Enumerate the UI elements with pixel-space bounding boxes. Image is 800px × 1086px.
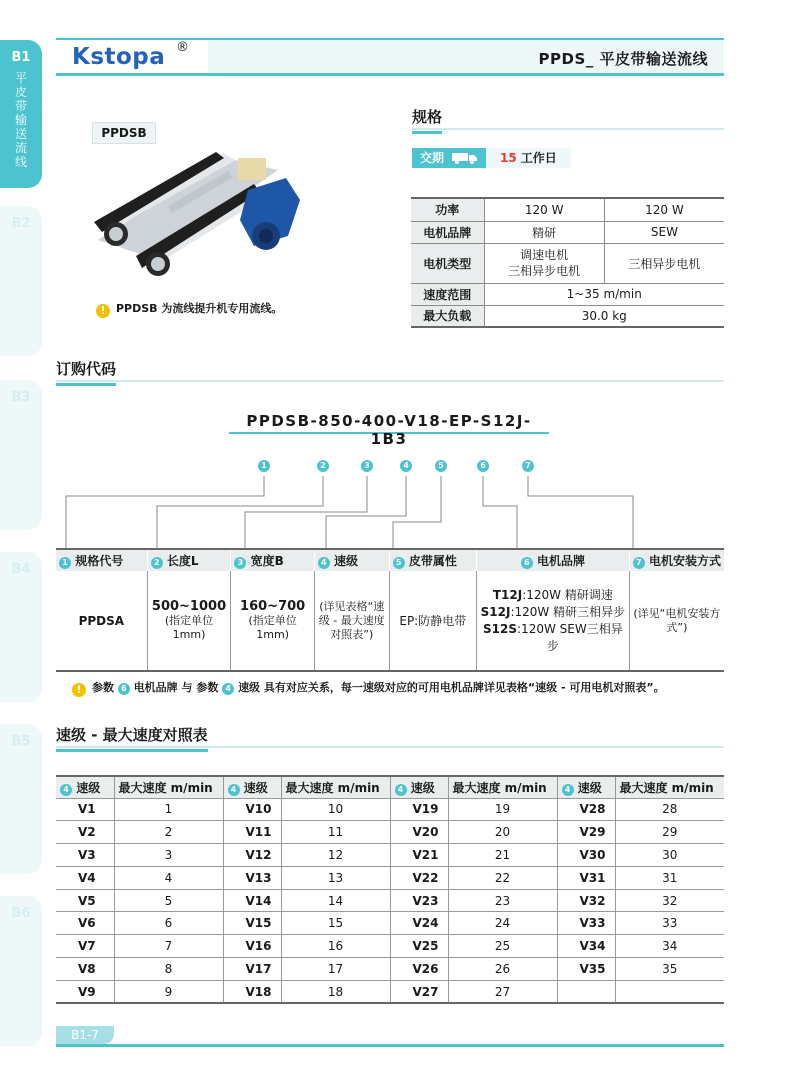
num-badge: 5	[393, 557, 405, 569]
order-col-header	[314, 549, 389, 571]
num-badge: 4	[562, 784, 574, 796]
order-code: PPDSB-850-400-V18-EP-S12J-1B3	[229, 412, 549, 434]
max-speed-cell: 10	[281, 798, 390, 821]
tab-code: B5	[11, 734, 31, 749]
delivery-unit: 工作日	[520, 151, 557, 165]
max-speed-cell: 11	[281, 821, 390, 844]
length-unit: (指定单位1mm)	[164, 614, 214, 641]
spec-label: 电机类型	[411, 243, 484, 283]
delivery-label-box	[412, 148, 486, 168]
order-col-label: 长度L	[166, 554, 199, 568]
logo-text: Kstopa	[72, 44, 166, 70]
speed-level-cell: V29	[557, 821, 615, 844]
note-suffix: 具有对应关系，每一速级对应的可用电机品牌详见表格“速级 - 可用电机对照表”。	[263, 681, 665, 694]
order-col-label: 皮带属性	[408, 554, 457, 568]
speed-level-cell: V1	[56, 798, 114, 821]
num-badge: 4	[318, 557, 330, 569]
spec-value: SEW	[604, 221, 724, 243]
callout-1: 1	[258, 460, 270, 472]
spec-value: 1~35 m/min	[484, 283, 724, 305]
speed-level-cell: V35	[557, 958, 615, 981]
spec-title: 规格	[412, 106, 442, 134]
section-divider	[412, 128, 724, 130]
order-col-header	[56, 549, 147, 571]
spec-label: 最大负载	[411, 305, 484, 327]
delivery-label: 交期	[420, 151, 445, 165]
callout-4: 4	[400, 460, 412, 472]
max-col-header: 最大速度 m/min	[448, 776, 557, 798]
brand-desc: :120W 精研三相异步	[510, 604, 626, 619]
max-speed-cell	[615, 980, 724, 1003]
speed-level-cell: V27	[390, 980, 448, 1003]
speed-row	[56, 798, 724, 821]
tab-label: 平皮带输送流线	[14, 71, 27, 169]
speed-level-cell: V28	[557, 798, 615, 821]
max-speed-cell: 4	[114, 866, 223, 889]
callout-5: 5	[435, 460, 447, 472]
order-col-label: 电机安装方式	[648, 554, 721, 568]
delivery-days: 15	[500, 151, 517, 165]
spec-value: 三相异步电机	[604, 243, 724, 283]
callout-connectors	[0, 470, 800, 550]
truck-icon	[452, 152, 478, 164]
param-note	[72, 679, 665, 697]
speed-level-cell: V33	[557, 912, 615, 935]
order-col-header	[629, 549, 724, 571]
num-badge: 4	[395, 784, 407, 796]
speed-level-cell: V8	[56, 958, 114, 981]
order-col-header	[147, 549, 231, 571]
tab-code: B1	[11, 50, 31, 65]
page-title: PPDS_ 平皮带输送流线	[538, 50, 708, 68]
max-speed-cell: 6	[114, 912, 223, 935]
tab-code: B4	[11, 562, 31, 577]
num-badge: 4	[222, 683, 234, 695]
speed-level-cell: V19	[390, 798, 448, 821]
tab-b1[interactable]	[0, 40, 42, 188]
mount-cell	[629, 571, 724, 671]
order-col-label: 规格代号	[75, 554, 124, 568]
brand-cell	[476, 571, 629, 671]
product-note	[96, 300, 282, 318]
speed-level-cell: V15	[223, 912, 281, 935]
tab-b4[interactable]	[0, 552, 42, 702]
max-speed-cell: 31	[615, 866, 724, 889]
speed-cell	[314, 571, 389, 671]
width-value: 160~700	[240, 599, 306, 614]
callout-3: 3	[361, 460, 373, 472]
spec-row	[411, 243, 724, 283]
order-title: 订购代码	[56, 358, 116, 386]
order-header-row	[56, 549, 724, 571]
product-note-text: PPDSB 为流线提升机专用流线。	[116, 302, 283, 315]
speed-table-body	[56, 798, 724, 1003]
order-table	[56, 548, 724, 672]
page-number: B1-7	[56, 1026, 114, 1044]
max-col-header: 最大速度 m/min	[114, 776, 223, 798]
note-mid: 与 参数	[181, 681, 219, 694]
speed-level-cell: V20	[390, 821, 448, 844]
max-speed-cell: 13	[281, 866, 390, 889]
speed-row	[56, 980, 724, 1003]
width-cell	[231, 571, 314, 671]
max-speed-cell: 23	[448, 889, 557, 912]
order-value-row	[56, 571, 724, 671]
num-badge: 6	[521, 557, 533, 569]
delivery-value	[486, 148, 571, 168]
warning-icon: !	[96, 304, 110, 318]
brand-line	[479, 621, 627, 655]
max-speed-cell: 33	[615, 912, 724, 935]
page-header	[56, 38, 724, 76]
spec-value: 30.0 kg	[484, 305, 724, 327]
speed-table	[56, 775, 724, 1004]
speed-row	[56, 958, 724, 981]
max-speed-cell: 27	[448, 980, 557, 1003]
spec-label: 速度范围	[411, 283, 484, 305]
num-badge: 3	[234, 557, 246, 569]
brand-code: S12S	[483, 621, 518, 636]
speed-level-cell: V17	[223, 958, 281, 981]
speed-col-header	[390, 776, 448, 798]
mount-note-line: 式”)	[666, 620, 688, 634]
max-speed-cell: 25	[448, 935, 557, 958]
speed-row	[56, 935, 724, 958]
speed-level-cell: V13	[223, 866, 281, 889]
registered-mark: ®	[176, 40, 189, 55]
spec-value: 120 W	[484, 198, 604, 221]
speed-col-label: 速级	[410, 780, 435, 795]
speed-col-label: 速级	[243, 780, 268, 795]
max-speed-cell: 21	[448, 844, 557, 867]
speed-col-header	[56, 776, 114, 798]
callout-7: 7	[522, 460, 534, 472]
speed-level-cell: V12	[223, 844, 281, 867]
tab-b2[interactable]	[0, 206, 42, 356]
spec-label: 电机品牌	[411, 221, 484, 243]
spec-row	[411, 198, 724, 221]
footer-line	[56, 1044, 724, 1047]
spec-value	[484, 243, 604, 283]
max-speed-cell: 2	[114, 821, 223, 844]
spec-label: 功率	[411, 198, 484, 221]
mount-note-line: (详见“电机安装方	[633, 606, 721, 620]
speed-level-cell: V2	[56, 821, 114, 844]
spec-value: 120 W	[604, 198, 724, 221]
callout-2: 2	[317, 460, 329, 472]
order-col-header	[476, 549, 629, 571]
order-col-label: 宽度B	[250, 554, 284, 568]
speed-level-cell: V32	[557, 889, 615, 912]
spec-row	[411, 305, 724, 327]
speed-level-cell: V24	[390, 912, 448, 935]
num-badge: 4	[60, 784, 72, 796]
max-speed-cell: 32	[615, 889, 724, 912]
speed-level-cell: V5	[56, 889, 114, 912]
speed-row	[56, 912, 724, 935]
speed-col-label: 速级	[76, 780, 101, 795]
tab-code: B3	[11, 390, 31, 405]
speed-row	[56, 821, 724, 844]
order-col-header	[231, 549, 314, 571]
max-speed-cell: 30	[615, 844, 724, 867]
callout-6: 6	[477, 460, 489, 472]
max-speed-cell: 3	[114, 844, 223, 867]
length-value: 500~1000	[151, 599, 227, 614]
speed-level-cell: V30	[557, 844, 615, 867]
note-p6: 电机品牌	[133, 681, 178, 694]
tab-b5[interactable]	[0, 724, 42, 874]
length-cell	[147, 571, 231, 671]
order-col-label: 电机品牌	[536, 554, 585, 568]
speed-level-cell: V6	[56, 912, 114, 935]
brand-desc: :120W SEW三相异步	[517, 621, 623, 653]
num-badge: 1	[59, 557, 71, 569]
speed-level-cell: V9	[56, 980, 114, 1003]
max-speed-cell: 15	[281, 912, 390, 935]
brand-desc: :120W 精研调速	[522, 587, 613, 602]
speed-level-cell: V7	[56, 935, 114, 958]
brand-code: S12J	[480, 604, 511, 619]
speed-level-cell: V14	[223, 889, 281, 912]
speed-col-header	[557, 776, 615, 798]
speed-col-label: 速级	[577, 780, 602, 795]
max-speed-cell: 29	[615, 821, 724, 844]
max-speed-cell: 5	[114, 889, 223, 912]
max-speed-cell: 34	[615, 935, 724, 958]
tab-code: B2	[11, 216, 31, 231]
max-col-header: 最大速度 m/min	[281, 776, 390, 798]
max-speed-cell: 35	[615, 958, 724, 981]
max-speed-cell: 22	[448, 866, 557, 889]
speed-level-cell: V3	[56, 844, 114, 867]
spec-value-line: 调速电机	[520, 248, 569, 262]
speed-level-cell: V25	[390, 935, 448, 958]
max-speed-cell: 12	[281, 844, 390, 867]
max-speed-cell: 28	[615, 798, 724, 821]
note-prefix: 参数	[92, 681, 114, 694]
speed-level-cell: V22	[390, 866, 448, 889]
width-unit: (指定单位1mm)	[248, 614, 297, 641]
max-col-header: 最大速度 m/min	[615, 776, 724, 798]
note-p4: 速级	[238, 681, 261, 694]
speed-level-cell: V16	[223, 935, 281, 958]
section-divider	[56, 746, 724, 748]
speed-note-line: (详见表格“速	[319, 599, 385, 613]
speed-level-cell: V21	[390, 844, 448, 867]
speed-row	[56, 866, 724, 889]
num-badge: 4	[228, 784, 240, 796]
speed-level-cell: V23	[390, 889, 448, 912]
speed-note-line: 对照表”)	[330, 627, 374, 641]
speed-header-row	[56, 776, 724, 798]
section-divider	[56, 380, 724, 382]
product-image	[88, 148, 318, 290]
speed-level-cell: V11	[223, 821, 281, 844]
max-speed-cell: 7	[114, 935, 223, 958]
num-badge: 6	[118, 683, 130, 695]
brand-line	[479, 604, 627, 621]
spec-table	[411, 197, 724, 328]
speed-row	[56, 844, 724, 867]
model-badge: PPDSB	[92, 122, 156, 144]
max-speed-cell: 24	[448, 912, 557, 935]
max-speed-cell: 9	[114, 980, 223, 1003]
max-speed-cell: 16	[281, 935, 390, 958]
max-speed-cell: 1	[114, 798, 223, 821]
max-speed-cell: 18	[281, 980, 390, 1003]
spec-value-line: 三相异步电机	[508, 264, 581, 278]
speed-level-cell: V10	[223, 798, 281, 821]
warning-icon: !	[72, 683, 86, 697]
brand-line	[479, 587, 627, 604]
max-speed-cell: 8	[114, 958, 223, 981]
logo	[56, 40, 208, 73]
max-speed-cell: 19	[448, 798, 557, 821]
speed-level-cell	[557, 980, 615, 1003]
max-speed-cell: 14	[281, 889, 390, 912]
max-speed-cell: 17	[281, 958, 390, 981]
speed-title: 速级 - 最大速度对照表	[56, 724, 208, 752]
spec-code-value: PPDSA	[56, 571, 147, 671]
spec-row	[411, 283, 724, 305]
speed-level-cell: V18	[223, 980, 281, 1003]
spec-row	[411, 221, 724, 243]
tab-code: B6	[11, 906, 31, 921]
max-speed-cell: 26	[448, 958, 557, 981]
spec-value: 精研	[484, 221, 604, 243]
speed-level-cell: V4	[56, 866, 114, 889]
speed-col-header	[223, 776, 281, 798]
speed-level-cell: V31	[557, 866, 615, 889]
order-col-label: 速级	[334, 554, 359, 568]
tab-b6[interactable]	[0, 896, 42, 1046]
num-badge: 7	[633, 557, 645, 569]
speed-note-line: 级 - 最大速度	[318, 613, 385, 627]
brand-code: T12J	[492, 587, 523, 602]
max-speed-cell: 20	[448, 821, 557, 844]
num-badge: 2	[151, 557, 163, 569]
speed-level-cell: V26	[390, 958, 448, 981]
speed-row	[56, 889, 724, 912]
delivery-info	[412, 148, 571, 168]
belt-value: EP:防静电带	[389, 571, 476, 671]
order-col-header	[389, 549, 476, 571]
speed-level-cell: V34	[557, 935, 615, 958]
